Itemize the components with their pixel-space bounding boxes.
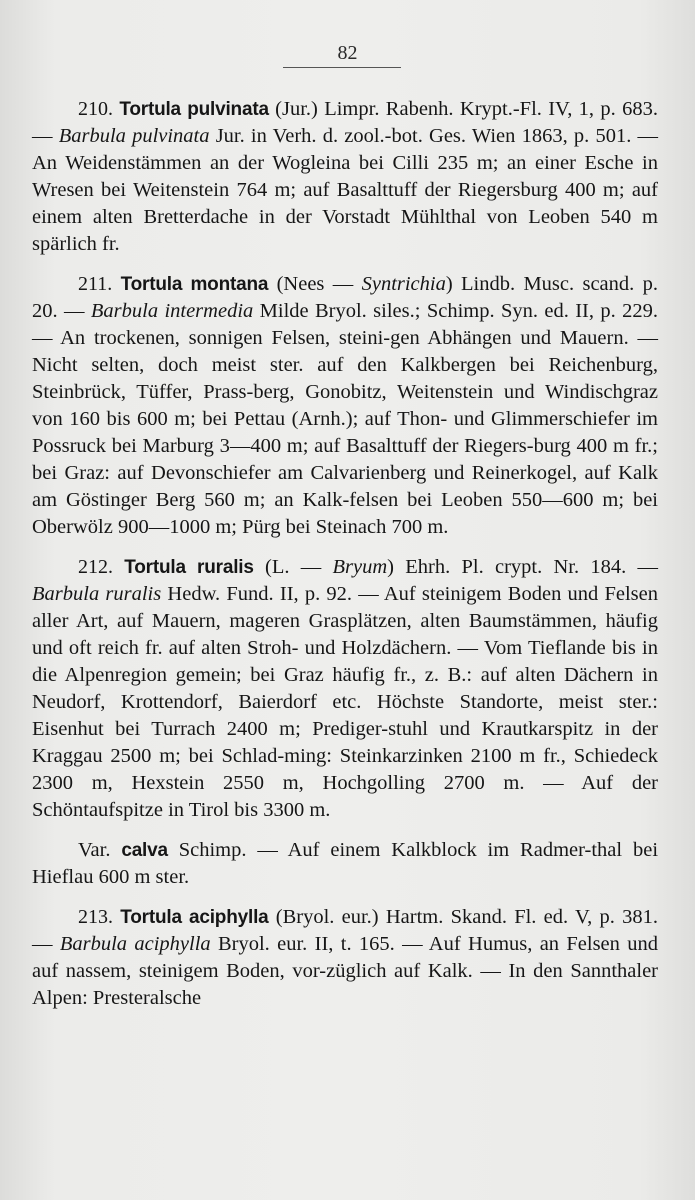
entry-text: (Nees —: [268, 273, 362, 295]
species-name: Tortula aciphylla: [120, 907, 269, 928]
synonym: Barbula ruralis: [32, 583, 162, 605]
variety-prefix: Var.: [78, 839, 111, 861]
synonym: Barbula aciphylla: [59, 933, 211, 955]
synonym: Syntrichia: [361, 273, 446, 295]
page-number: 82: [337, 42, 358, 64]
entry-text: (L. —: [253, 556, 333, 578]
species-name: Tortula pulvinata: [119, 99, 269, 120]
species-entry-213: [32, 904, 658, 1012]
entry-text: Hedw. Fund. II, p. 92. — Auf steinigem Boden und Felsen aller Art, auf Mauern, mageren Grasplätzen, alten Baumstämmen, häufig und oft reich fr. auf alten Stroh- und Holzdächern. — Vom Tieflande bis in die Alpenregion gemein; bei Graz häufig fr., z. B.: auf alten Dächern in Neudorf, Krottendorf, Baierdorf etc. Höchste Standorte, meist ster.: Eisenhut bei Turrach 2400 m; Prediger-stuhl und Krautkarspitz in der Kraggau 2500 m; bei Schlad-ming: Steinkarzinken 2100 m fr., Schiedeck 2300 m, Hexstein 2550 m, Hochgolling 2700 m. — Auf der Schöntaufspitze in Tirol bis 3300 m.: [32, 583, 658, 821]
variety-entry: [32, 837, 658, 891]
entry-number: 211.: [78, 273, 113, 295]
entry-text: ) Ehrh. Pl. crypt. Nr. 184. —: [387, 556, 658, 578]
entry-text: Bryol. eur. II, t. 165. — Auf Humus, an Felsen und auf nassem, steinigem Boden, vor-züglich auf Kalk. — In den Sannthaler Alpen: Presteralsche: [32, 933, 658, 1009]
synonym: Bryum: [332, 556, 388, 578]
entry-text: (Bryol. eur.) Hartm. Skand. Fl. ed. V, p. 381. —: [32, 906, 658, 955]
species-entry-211: [32, 271, 658, 541]
entry-number: 213.: [78, 906, 113, 928]
species-name: Tortula ruralis: [124, 557, 254, 578]
entry-text: Milde Bryol. siles.; Schimp. Syn. ed. II, p. 229. — An trockenen, sonnigen Felsen, steini-gen Abhängen und Mauern. — Nicht selten, doch meist ster. auf den Kalkbergen bei Reichenburg, Steinbrück, Tüffer, Prass-berg, Gonobitz, Weitenstein und Windischgraz von 160 bis 600 m; bei Pettau (Arnh.); auf Thon- und Glimmerschiefer im Possruck bei Marburg 3—400 m; auf Basalttuff der Riegers-burg 400 m fr.; bei Graz: auf Devonschiefer am Calvarienberg und Reinerkogel, auf Kalk am Göstinger Berg 560 m; an Kalk-felsen bei Leoben 550—600 m; bei Oberwölz 900—1000 m; Pürg bei Steinach 700 m.: [32, 300, 658, 538]
synonym: Barbula intermedia: [90, 300, 254, 322]
species-entry-210: [32, 96, 658, 258]
entry-text: (Jur.) Limpr. Rabenh. Krypt.-Fl. IV, 1, p. 683. —: [32, 98, 658, 147]
variety-name: calva: [121, 840, 168, 861]
species-name: Tortula montana: [120, 274, 269, 295]
header-rule: [283, 67, 401, 68]
synonym: Barbula pulvinata: [58, 125, 210, 147]
entry-text: Schimp. — Auf einem Kalkblock im Radmer-thal bei Hieflau 600 m ster.: [32, 839, 659, 888]
entry-text: ) Lindb. Musc. scand. p. 20. —: [32, 273, 658, 322]
species-entry-212: [32, 554, 658, 824]
entry-text: Jur. in Verh. d. zool.-bot. Ges. Wien 1863, p. 501. — An Weidenstämmen an der Wogleina bei Cilli 235 m; an einer Esche in Wresen bei Weitenstein 764 m; auf Basalttuff der Riegersburg 400 m; auf einem alten Bretterdache in der Vorstadt Mühlthal von Leoben 540 m spärlich fr.: [32, 125, 659, 255]
entry-number: 212.: [78, 556, 113, 578]
entry-number: 210.: [78, 98, 113, 120]
page-content: [32, 96, 658, 1025]
